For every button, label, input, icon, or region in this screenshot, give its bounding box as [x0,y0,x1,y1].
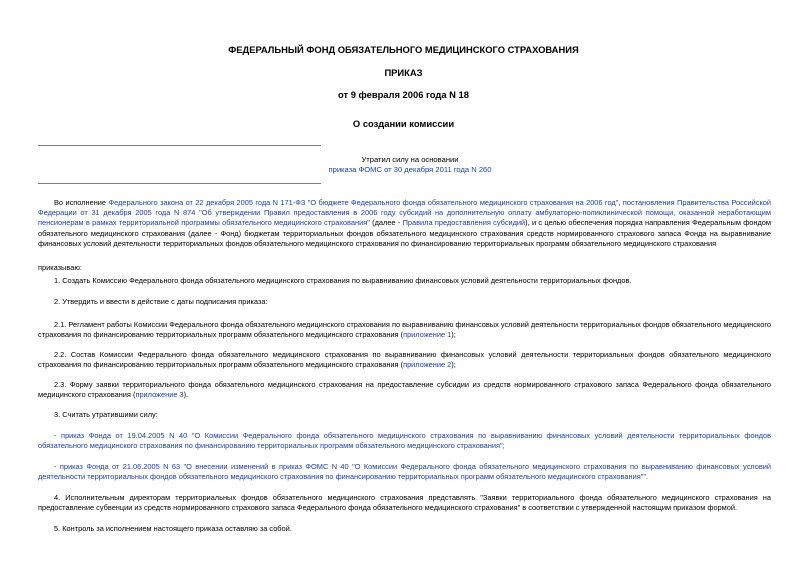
item-2-2 [38,350,771,370]
subsidy-rules-link[interactable]: Правила предоставления субсидий [402,218,526,228]
item-5: 5. Контроль за исполнением настоящего приказа оставляю за собой. [54,524,292,533]
preamble-text-3: (далее - [369,218,403,228]
preamble [38,198,771,249]
doc-date: от 9 февраля 2006 года N 18 [338,89,469,100]
item-2-1-end: ); [451,330,456,340]
federal-law-link[interactable]: Федерального закона от 22 декабря 2005 года N 171-ФЗ "О бюджете Федерального фонда обязательного медицинского страхования на 2006 год" [108,198,619,207]
item-1: 1. Создать Комиссию Федерального фонда обязательного медицинского страхования по выравниванию финансовых условий деятельности территориальных фондов. [54,276,632,285]
item-2-1 [38,320,771,340]
doc-type: ПРИКАЗ [384,67,423,78]
preamble-text-1: Во исполнение [54,198,109,207]
item-2-2-end: ); [451,360,456,370]
revoked-label: Утратил силу на основании [361,155,459,164]
preamble-text-4: ), и с целью обеспечения порядка направления Федеральным фондом обязательного медицинского страхования (далее - Фонд) бюджетам территориальных фондов обязательного медицинского страхования средств нормированного страхового запаса Фонда на выравнивание финансовых условий деятельности территориальных фондов обязательного медицинского страхования по финансированию территориальных программ обязательного медицинского страхования [38,218,771,248]
appendix-2-link[interactable]: приложение 2 [403,360,452,370]
revoked-link[interactable]: приказа ФОМС от 30 декабря 2011 года N 260 [328,165,492,174]
item-2-1-text: 2.1. Регламент работы Комиссии Федерального фонда обязательного медицинского страхования по выравниванию финансовых условий деятельности территориальных фондов обязательного медицинского страхования по финансированию территориальных программ обязательного медицинского страхования ( [38,320,772,340]
government-decree-link[interactable]: постановления Правительства Российской Федерации от 31 декабря 2005 года N 874 "Об утверждении Правил предоставления в 2006 году субсидий на дополнительную оплату амбулаторно-поликлинической помощи, оказанной неработающим пенсионерам в рамках территориальной программы обязательного медицинского страхования" [38,198,771,228]
item-2: 2. Утвердить и ввести в действие с даты подписания приказа: [54,297,268,306]
divider-top [38,145,321,146]
item-3: 3. Считать утратившими силу: [54,410,158,419]
item-2-3-end: ). [183,390,189,400]
appendix-3-link[interactable]: приложение 3 [135,390,184,400]
order-word: приказываю: [38,263,82,272]
org-title: ФЕДЕРАЛЬНЫЙ ФОНД ОБЯЗАТЕЛЬНОГО МЕДИЦИНСКОГО СТРАХОВАНИЯ [228,44,579,55]
item-2-3 [38,380,771,400]
item-3-a-link[interactable]: - приказ Фонда от 19.04.2005 N 40 "О Комиссии Федерального фонда обязательного медицинского страхования по выравниванию финансовых условий деятельности территориальных фондов обязательного медицинского страхования по финансированию территориальных программ обязательного медицинского страхования"; [38,431,771,451]
item-2-2-text: 2.2. Состав Комиссии Федерального фонда обязательного медицинского страхования по выравниванию финансовых условий деятельности территориальных фондов обязательного медицинского страхования по финансированию территориальных программ обязательного медицинского страхования ( [38,350,771,370]
appendix-1-link[interactable]: приложение 1 [403,330,452,340]
item-4: 4. Исполнительным директорам территориальных фондов обязательного медицинского страхования представлять "Заявки территориального фонда обязательного медицинского страхования на предоставление субвенции из средств нормированного страхового запаса Федерального фонда обязательного медицинского страхования" в соответствии с утвержденной настоящим приказом формой. [38,493,771,513]
revoked-note [320,155,500,175]
item-2-3-text: 2.3. Форму заявки территориального фонда обязательного медицинского страхования на предоставление субсидии из средств нормированного страхового запаса Федерального фонда обязательного медицинского страхования ( [38,380,771,400]
item-3-b-link[interactable]: - приказ Фонда от 21.06.2005 N 63 "О внесении изменений в приказ ФОМС N 40 "О Комиссии Федерального фонда обязательного медицинского страхования по выравниванию финансовых условий деятельности территориальных фондов обязательного медицинского страхования по финансированию территориальных программ обязательного медицинского страхования"". [38,462,771,482]
divider-bottom [38,183,321,184]
preamble-text-2: , [618,198,623,207]
doc-subject: О создании комиссии [352,118,455,129]
